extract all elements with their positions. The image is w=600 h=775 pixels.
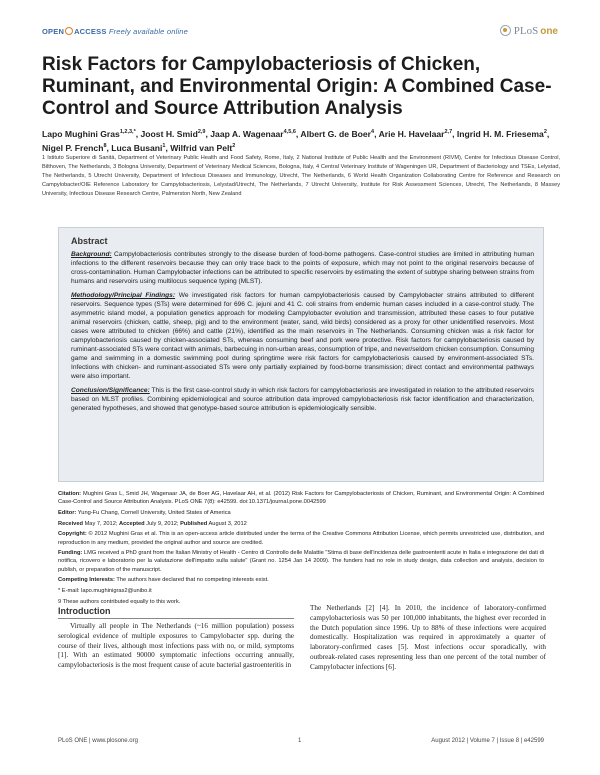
author-7[interactable]: Luca Busani$^1$	[111, 143, 166, 154]
open-label: OPEN	[42, 27, 65, 36]
dates: Received May 7, 2012; Accepted July 9, 2012; Published August 3, 2012	[58, 520, 247, 527]
citation: Citation: Mughini Gras L, Smid JH, Wagenaar JA, de Boer AG, Havelaar AH, et al. (2012) Risk Factors for Campylobacteriosis of Chicken, Ruminant, and Environmental Origin: A Combined Case-Control and Source Attribution Analysis. PLoS ONE 7(8): e42599. doi:10.1371/journal.pone.0042599	[58, 491, 544, 506]
footer-issue-info: August 2012 | Volume 7 | Issue 8 | e42599	[431, 738, 544, 744]
author-4[interactable]: Arie H. Havelaar$^{2,7}$	[378, 128, 453, 139]
author-8[interactable]: Wilfrid van Pelt$^2$	[170, 143, 236, 154]
journal-header	[42, 27, 558, 41]
funding: Funding: LMG received a PhD grant from the Italian Ministry of Health - Centro di Controllo delle Malattie "Stima di base dell'incidenza delle gastroenteriti acute in Italia e integrazione dei dati di notifica, ricovero e laboratorio per la valutazione dell'impatto sulla salute" (Grant no. 1254 Jan 14 2009). The funders had no role in study design, data collection and analysis, decision to publish, or preparation of the manuscript.	[58, 550, 544, 573]
abstract-background: Background: Campylobacteriosis contributes strongly to the disease burden of food-borne pathogens. Case-control studies are limited in attributing human infections to the different reservoirs because they can only trace back to the points of exposure, which may not point to the original reservoirs because of cross-contamination. Human Campylobacter infections can be attributed to specific reservoirs by estimating the extent of subtype sharing between strains from humans and reservoirs using multilocus sequence typing (MLST).	[71, 251, 534, 285]
abstract-conclusion: Conclusion/Significance: This is the first case-control study in which risk factors for campylobacteriosis are investigated in relation to the attributed reservoirs based on MLST profiles. Combining epidemiological and source attribution data improved campylobacteriosis risk factor identification and characterization, generated hypotheses, and showed that genotype-based source attribution is epidemiologically sensible.	[71, 387, 534, 412]
author-5[interactable]: Ingrid H. M. Friesema$^2$	[456, 128, 547, 139]
introduction-heading: Introduction	[58, 606, 111, 616]
access-label: ACCESS	[74, 27, 107, 36]
affiliations: 1 Istituto Superiore di Sanità, Department of Veterinary Public Health and Food Safety, Rome, Italy, 2 National Institute of Public Health and the Environment (RIVM), Centre for Infectious Disease Control, Bilthoven, The Netherlands, 3 Bologna University, Department of Veterinary Medical Sciences, Bologna, Italy, 4 Central Veterinary Institute of Wageningen UR, Department of Bacteriology and TSEs, Lelystad, The Netherlands, 5 Utrecht University, Department of Infectious Diseases and Immunology, Utrecht, The Netherlands, 6 World Health Organization Collaborating Centre for Reference and Research on Campylobacter/OIE Reference Laboratory for Campylobacteriosis, Lelystad/Utrecht, The Netherlands, 7 Utrecht University, Institute for Risk Assessment Sciences, Utrecht, The Netherlands, 8 Massey University, Infectious Disease Research Centre, Palmerston North, New Zealand	[42, 155, 560, 197]
introduction-left-column: Virtually all people in The Netherlands (~16 million population) possess serological evidence of multiple exposures to Campylobacter spp. during the course of their lives, although most infections pass with no, or mild, symptoms [1]. With an estimated 90000 symptomatic infections occurring annually, campylobacteriosis is the most frequent cause of acute bacterial gastroenteritis in	[58, 622, 294, 670]
introduction-right-column: The Netherlands [2] [4]. In 2010, the incidence of laboratory-confirmed campylobacteriosis was 50 per 100,000 inhabitants, the highest ever recorded in the Dutch population since 1996. Up to 88% of these infections were acquired domestically. Hospitalization was required in approximately a quarter of laboratory-confirmed cases [5]. Most infections occur sporadically, with outbreak-related cases representing less than one percent of the total number of Campylobacter infections [6].	[310, 604, 546, 671]
page-footer	[58, 738, 544, 748]
plos-logo-icon	[500, 25, 511, 36]
free-available-label: Freely available online	[108, 27, 189, 36]
article-title: Risk Factors for Campylobacteriosis of Chicken, Ruminant, and Environmental Origin: A Combined Case-Control and Source Attribution Analysis	[42, 54, 552, 119]
editor: Editor: Yung-Fu Chang, Cornell University, United States of America	[58, 509, 231, 516]
page-number: 1	[298, 738, 302, 744]
author-0[interactable]: Lapo Mughini Gras$^{1,2,3,*}$	[42, 128, 136, 139]
email[interactable]: * E-mail: lapo.mughinigras2@unibo.it	[58, 588, 152, 595]
section-divider	[58, 618, 294, 619]
abstract-box	[58, 227, 544, 482]
author-2[interactable]: Jaap A. Wagenaar$^{4,5,6}$	[210, 128, 296, 139]
abstract-heading: Abstract	[71, 236, 108, 246]
copyright: Copyright: © 2012 Mughini Gras et al. This is an open-access article distributed under the terms of the Creative Commons Attribution License, which permits unrestricted use, distribution, and reproduction in any medium, provided the original author and source are credited.	[58, 531, 544, 546]
article-metadata	[58, 490, 544, 608]
author-1[interactable]: Joost H. Smid$^{2,9}$	[140, 128, 206, 139]
competing-interests: Competing Interests: The authors have declared that no competing interests exist.	[58, 577, 269, 584]
logo-plos-text: PLoS	[513, 25, 539, 37]
author-3[interactable]: Albert G. de Boer$^4$	[300, 128, 375, 139]
abstract-methods: Methodology/Principal Findings: We investigated risk factors for human campylobacteriosis caused by Campylobacter strains attributed to different reservoirs. Sequence types (STs) were determined for 696 C. jejuni and 41 C. coli strains from endemic human cases included in a case-control study. The asymmetric island model, a population genetics approach for modeling Campylobacter evolution and transmission, attributed these cases to four putative animal reservoirs (chicken, cattle, sheep, pig) and to the environment (water, sand, wild birds) considered as a proxy for other unidentified reservoirs. Most cases were attributed to chicken (66%) and cattle (21%), identified as the main reservoirs in The Netherlands. Consuming chicken was a risk factor for campylobacteriosis caused by chicken-associated STs, whereas consuming beef and pork were protective. Risk factors for campylobacteriosis caused by ruminant-associated STs were contact with animals, barbecuing in non-urban areas, consumption of tripe, and never/seldom chicken consumption. Consuming game and swimming in a domestic swimming pool during springtime were risk factors for campylobacteriosis caused by environment-associated STs. Infections with chicken- and ruminant-associated STs were only partially explained by food-borne transmission; direct contact and environmental pathways were also important.	[71, 292, 535, 380]
logo-one-text: one	[540, 26, 558, 37]
footer-journal-link[interactable]: PLoS ONE | www.plosone.org	[58, 738, 138, 744]
open-lock-icon	[65, 27, 73, 35]
plos-one-logo[interactable]	[500, 25, 558, 37]
author-list: Lapo Mughini Gras$^{1,2,3,*}$, Joost H. Smid$^{2,9}$, Jaap A. Wagenaar$^{4,5,6}$, Albert G. de Boer$^4$, Arie H. Havelaar$^{2,7}$, Ingrid H. M. Friesema$^2$, Nigel P. French$^8$, Luca Busani$^1$, Wilfrid van Pelt$^2$	[42, 128, 550, 154]
open-access-badge[interactable]	[42, 27, 188, 36]
author-6[interactable]: Nigel P. French$^8$	[42, 143, 107, 154]
equal-contribution: 9 These authors contributed equally to this work.	[58, 598, 181, 605]
